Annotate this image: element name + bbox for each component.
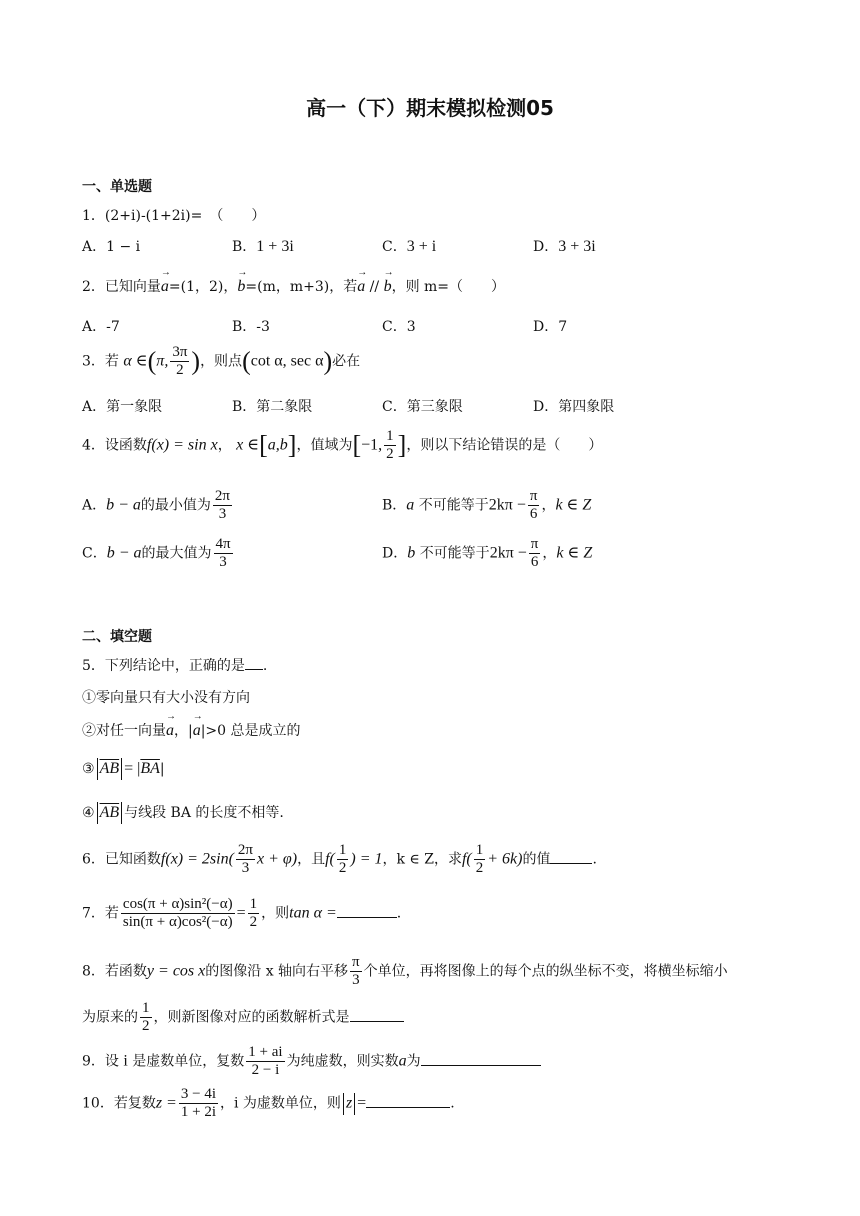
q6-ask-num: 1 xyxy=(475,842,484,858)
q8-fraction xyxy=(350,954,362,989)
q7-fraction xyxy=(121,896,235,931)
q4-option-b xyxy=(382,488,591,523)
q9-mid2: 为纯虚数，则实数 xyxy=(286,1053,399,1070)
q3-point-open: ( xyxy=(242,346,251,376)
q6-ask-den: 2 xyxy=(475,860,484,876)
q5-stem-text: 5．下列结论中，正确的是 xyxy=(82,658,245,674)
q7-end: . xyxy=(396,905,402,922)
q3-fraction-num: 3π xyxy=(172,344,188,360)
q9-post: 为 xyxy=(406,1053,421,1070)
q3-fraction-den: 2 xyxy=(176,362,184,378)
q5-s2-post: |>0 总是成立的 xyxy=(200,723,301,739)
q10-pre: 10．若复数 xyxy=(82,1095,156,1112)
page-title: 高一（下）期末模拟检测05 xyxy=(306,96,554,120)
q2-mid1: =(1，2)， xyxy=(168,279,238,295)
q3-mid: ，则点 xyxy=(200,353,243,370)
q8-function: y = cos x xyxy=(146,962,206,980)
q9-mid1: 是虚数单位，复数 xyxy=(132,1053,245,1070)
q2-option-b: B．-3 xyxy=(232,319,270,335)
q4-c-den: 3 xyxy=(219,554,227,570)
section-single-choice: 一、单选题 xyxy=(82,179,152,195)
q4-option-d xyxy=(382,536,592,571)
q8-mid2: 个单位，再将图像上的每个点的纵坐标不变，将横坐标缩小 xyxy=(363,963,728,980)
q4-option-c xyxy=(82,536,235,571)
q4-b-pre: B． xyxy=(382,497,407,514)
q1-option-c-value: 3 + i xyxy=(406,238,437,255)
q3-fraction xyxy=(170,344,189,379)
q4-range-den: 2 xyxy=(386,446,394,462)
q4-range-left: −1, xyxy=(361,436,383,454)
q4-c-expr: b − a xyxy=(106,544,142,562)
q4-d-k: k ∈ Z xyxy=(556,544,593,562)
q5-statement-4 xyxy=(82,802,284,824)
q4-d-fraction xyxy=(529,536,541,571)
q6-cond-pre: f( xyxy=(325,850,335,868)
q4-a-num: 2π xyxy=(214,488,230,504)
q7-answer-blank[interactable] xyxy=(337,903,397,918)
question-8-line-2 xyxy=(82,1000,404,1035)
q4-pre: 4．设函数 xyxy=(82,437,147,454)
q4-c-text: 的最大值为 xyxy=(141,545,212,562)
q4-a-den: 3 xyxy=(218,506,227,522)
q7-eq: = xyxy=(236,904,246,922)
q10-bar-right xyxy=(354,1093,355,1115)
q3-post: 必在 xyxy=(332,353,361,370)
q5-s3-vector-ba: $\overline{BA}$ xyxy=(140,760,160,777)
q1-option-c xyxy=(382,236,436,256)
q7-rden: 2 xyxy=(249,914,258,930)
q9-pre: 9．设 xyxy=(82,1053,119,1070)
q4-interval-close: ] xyxy=(287,430,297,460)
q10-num: 3 − 4i xyxy=(180,1086,216,1102)
q5-s4-bar-left xyxy=(97,802,98,824)
q8-pre: 8．若函数 xyxy=(82,963,147,980)
q4-b-expr: 2kπ − xyxy=(488,496,526,514)
question-3-stem xyxy=(82,344,360,379)
q6-cond-num: 1 xyxy=(338,842,347,858)
q6-fraction xyxy=(236,842,255,877)
q6-pre: 6．已知函数 xyxy=(82,851,161,868)
q5-s2-pre: ②对任一向量 xyxy=(82,723,166,739)
q6-f-lhs: f(x) = 2sin( xyxy=(160,850,234,868)
q8-num: π xyxy=(352,954,360,970)
q4-b-var: a xyxy=(406,496,415,514)
section-fill-blank: 二、填空题 xyxy=(82,629,152,645)
q10-end: . xyxy=(450,1095,455,1112)
q3-option-c: C．第三象限 xyxy=(382,399,463,415)
q5-statement-1: ①零向量只有大小没有方向 xyxy=(82,690,250,706)
q5-s2-mid: ，| xyxy=(174,723,193,739)
q8-answer-blank[interactable] xyxy=(350,1007,404,1022)
q5-s2-vector-a-2: → a xyxy=(193,722,201,740)
q4-b-k: k ∈ Z xyxy=(555,496,592,514)
q2-option-c: C．3 xyxy=(382,319,416,335)
q9-i: i xyxy=(123,1052,128,1070)
q6-cond-post: ) = 1 xyxy=(350,850,383,868)
q4-function: f(x) = sin x xyxy=(146,436,218,454)
q6-cond-fraction xyxy=(337,842,349,877)
q6-post: 的值 xyxy=(522,851,551,868)
q3-pre: 3．若 xyxy=(82,353,119,370)
q10-eq: = xyxy=(357,1094,367,1112)
q2-post: ，则 m=（ ） xyxy=(391,279,506,295)
question-5-stem xyxy=(82,655,267,675)
q2-mid2: =(m，m+3)，若 xyxy=(245,279,358,295)
q6-end: . xyxy=(592,851,597,868)
q5-s4-vector-ab: $\overline{AB}$ xyxy=(99,804,120,821)
q1-option-d-value: 3 + 3i xyxy=(558,238,596,255)
q8-fraction-2 xyxy=(140,1000,152,1035)
q4-d-expr: 2kπ − xyxy=(489,544,527,562)
q6-num: 2π xyxy=(237,842,253,858)
q4-d-post: ， xyxy=(542,545,557,562)
q8-line2-post: ，则新图像对应的函数解析式是 xyxy=(153,1009,350,1026)
question-2-stem xyxy=(82,276,505,296)
q7-tan: tan α = xyxy=(289,904,337,922)
q4-post: ，则以下结论错误的是（ ） xyxy=(406,437,603,454)
q4-a-pre: A． xyxy=(82,497,107,514)
q9-num: 1 + ai xyxy=(248,1044,283,1060)
q4-d-den: 6 xyxy=(530,554,539,570)
q5-statement-2 xyxy=(82,720,301,740)
q1-option-d-label: D． xyxy=(533,239,559,255)
question-8-line-1 xyxy=(82,954,728,989)
q8-mid1: 的图像沿 x 轴向右平移 xyxy=(205,963,349,980)
q4-interval: a,b xyxy=(267,436,288,454)
q3-close-paren: ) xyxy=(191,346,201,376)
q4-range-num: 1 xyxy=(386,428,394,444)
q5-statement-3 xyxy=(82,758,165,780)
q6-ask-pre: f( xyxy=(461,850,472,868)
question-4-stem: 4．设函数f(x) = sin x， x ∈[a,b]，值域为[−1, $\frac{1}{2}$ ]，则以下结论错误的是（ ） xyxy=(82,428,603,462)
q1-option-b-value: 1 + 3i xyxy=(256,238,294,255)
q10-fraction xyxy=(179,1086,218,1121)
q10-mid: ，i 为虚数单位，则 xyxy=(220,1095,341,1112)
q1-option-a: A．1 − i xyxy=(82,239,141,255)
q4-b-den: 6 xyxy=(529,506,538,522)
q1-option-b xyxy=(232,236,294,256)
q3-option-a: A．第一象限 xyxy=(82,399,163,415)
q5-s4-bar-right xyxy=(121,802,122,824)
q6-cond-den: 2 xyxy=(338,860,347,876)
q5-s3-eq: = | xyxy=(124,760,141,777)
q4-option-a xyxy=(82,488,234,523)
q3-point: cot α, sec α xyxy=(250,352,324,370)
q4-d-num: π xyxy=(530,536,539,552)
q4-a-expr: b − a xyxy=(106,496,141,514)
q2-vector-b-2: → b xyxy=(384,278,392,296)
q2-option-d: D．7 xyxy=(533,319,568,335)
q6-mid: ，且 xyxy=(297,851,326,868)
q4-b-text: 不可能等于 xyxy=(418,497,489,514)
q4-d-pre: D． xyxy=(382,545,408,562)
q4-range-fraction xyxy=(384,428,396,463)
q4-interval-open: [ xyxy=(259,430,268,460)
q2-option-a: A．-7 xyxy=(82,319,120,335)
q5-s3-pre: ③ xyxy=(82,761,95,777)
q4-c-pre: C． xyxy=(82,545,107,562)
question-10-stem xyxy=(82,1086,455,1121)
q5-s3-vector-ab: $\overline{AB}$ xyxy=(99,760,120,777)
q3-open-paren: ( xyxy=(147,346,157,376)
q4-d-var: b xyxy=(407,544,416,562)
q4-b-post: ， xyxy=(541,497,556,514)
q5-stem-end: . xyxy=(262,658,268,674)
q1-option-b-label: B． xyxy=(232,239,257,255)
q10-abs-z: z xyxy=(345,1094,353,1112)
q3-alpha-in: α ∈ xyxy=(123,352,148,370)
q7-den: sin(π + α)cos²(−α) xyxy=(122,914,233,930)
q3-point-close: ) xyxy=(323,346,333,376)
q7-rnum: 1 xyxy=(249,896,258,912)
question-7-stem xyxy=(82,896,401,931)
q9-fraction xyxy=(246,1044,284,1079)
q2-parallel: // xyxy=(365,279,384,295)
q2-vector-a-2: → a xyxy=(357,278,365,296)
q5-s4-pre: ④ xyxy=(82,805,95,821)
q3-option-b: B．第二象限 xyxy=(232,399,313,415)
q1-option-c-label: C． xyxy=(382,239,407,255)
q5-s2-vector-a: → a xyxy=(166,722,174,740)
question-6-stem xyxy=(82,842,597,877)
q2-pre: 2．已知向量 xyxy=(82,279,161,295)
q10-z: z = xyxy=(155,1094,177,1112)
q6-f-rhs: x + φ) xyxy=(257,850,298,868)
q9-answer-blank[interactable] xyxy=(421,1051,541,1066)
q4-b-num: π xyxy=(529,488,538,504)
q5-s3-bar-left xyxy=(97,758,98,780)
q7-num: cos(π + α)sin²(−α) xyxy=(122,896,233,912)
q10-den: 1 + 2i xyxy=(180,1104,216,1120)
q7-mid: ，则 xyxy=(261,905,290,922)
q4-d-text: 不可能等于 xyxy=(419,545,490,562)
q10-bar-left xyxy=(343,1093,344,1115)
q6-k: ，k ∈ Z，求 xyxy=(382,851,462,868)
q10-answer-blank[interactable] xyxy=(366,1093,450,1108)
q9-a: a xyxy=(398,1052,407,1070)
q5-s3-post: | xyxy=(159,761,165,777)
q3-pi: π, xyxy=(156,352,169,370)
q9-den: 2 − i xyxy=(251,1062,280,1078)
q3-option-d: D．第四象限 xyxy=(533,399,615,415)
q6-answer-blank[interactable] xyxy=(550,849,592,864)
q6-den: 3 xyxy=(241,860,250,876)
q7-pre: 7．若 xyxy=(82,905,119,922)
q8-line2-pre: 为原来的 xyxy=(82,1009,138,1026)
q4-range-open: [ xyxy=(352,430,362,460)
question-1-stem: 1．(2+i)-(1+2i)= （ ） xyxy=(82,208,266,224)
q4-c-fraction xyxy=(214,536,233,571)
q8-den2: 2 xyxy=(142,1018,150,1034)
q4-b-fraction xyxy=(528,488,540,523)
q1-option-d xyxy=(533,236,596,256)
q5-s4-post: 与线段 BA 的长度不相等. xyxy=(124,805,284,821)
q4-range-close: ] xyxy=(397,430,407,460)
question-9-stem xyxy=(82,1044,541,1079)
q2-vector-a: → a xyxy=(161,278,169,296)
q2-vector-b: → b xyxy=(237,278,245,296)
q4-a-fraction xyxy=(213,488,232,523)
q4-a-text: 的最小值为 xyxy=(140,497,211,514)
q4-x-in: x ∈ xyxy=(236,436,260,454)
q4-c-num: 4π xyxy=(215,536,231,552)
q8-den: 3 xyxy=(352,972,360,988)
q5-s3-bar-right xyxy=(121,758,122,780)
q7-result-fraction xyxy=(248,896,260,931)
q6-ask-post: + 6k) xyxy=(487,850,523,868)
q5-answer-blank[interactable] xyxy=(245,655,263,670)
q8-num2: 1 xyxy=(142,1000,150,1016)
q4-mid: ，值域为 xyxy=(296,437,353,454)
q6-ask-fraction xyxy=(474,842,486,877)
